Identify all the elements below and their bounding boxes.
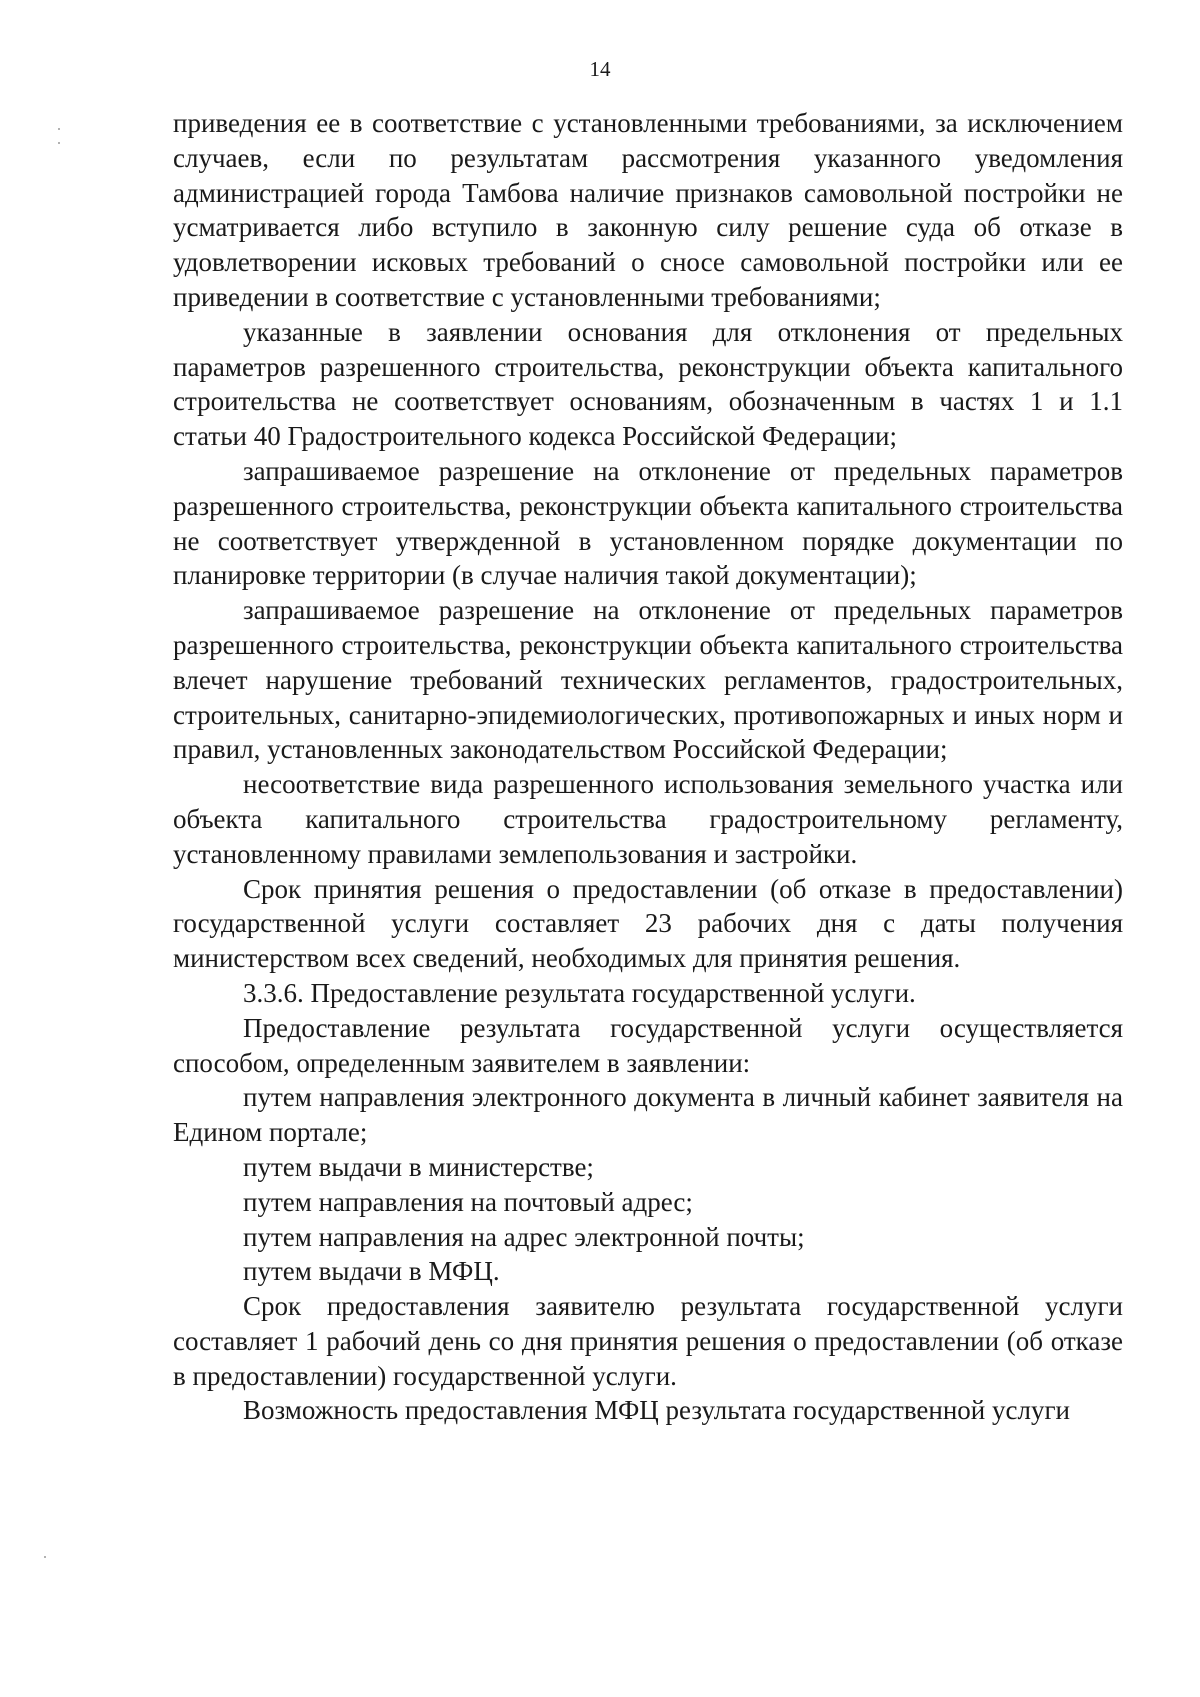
section-heading-3-3-6: 3.3.6. Предоставление результата государственной услуги. [243, 977, 916, 1008]
paragraph-regulations-violation: запрашиваемое разрешение на отклонение от предельных параметров разрешенного строительства, реконструкции объекта капитального строительства влечет нарушение требований технических регламентов, градостроительных, строительных, санитарно-эпидемиологических, противопожарных и иных норм и правил, установленных законодательством Российской Федерации; [173, 595, 1123, 765]
paragraph-planning-documentation: запрашиваемое разрешение на отклонение от предельных параметров разрешенного строительства, реконструкции объекта капитального строительства не соответствует утвержденной в установленном порядке документации по планировке территории (в случае наличия такой документации); [173, 455, 1123, 591]
list-item-email-address: путем направления на адрес электронной почты; [243, 1221, 805, 1252]
scan-speck [44, 1556, 46, 1558]
list-item-ministry-issue: путем выдачи в министерстве; [243, 1151, 594, 1182]
paragraph-mfc-possibility: Возможность предоставления МФЦ результата государственной услуги [243, 1395, 1070, 1426]
scan-speck [58, 142, 60, 144]
paragraph-land-use-mismatch: несоответствие вида разрешенного использования земельного участка или объекта капитального строительства градостроительному регламенту, установленному правилами землепользования и застройки. [173, 769, 1123, 869]
paragraph-delivery-method: Предоставление результата государственной услуги осуществляется способом, определенным заявителем в заявлении: [173, 1012, 1123, 1078]
paragraph-decision-deadline: Срок принятия решения о предоставлении (об отказе в предоставлении) государственной услуги составляет 23 рабочих дня с даты получения министерством всех сведений, необходимых для принятия решения. [173, 873, 1123, 974]
paragraph-continuation-remedy: приведения ее в соответствие с установленными требованиями, за исключением случаев, если по результатам рассмотрения указанного уведомления администрацией города Тамбова наличие признаков самовольной постройки не усматривается либо вступило в законную силу решение суда об отказе в удовлетворении исковых требований о сносе самовольной постройки или ее приведении в соответствие с установленными требованиями; [173, 108, 1123, 312]
scan-speck [58, 128, 60, 130]
page-number: 14 [589, 57, 611, 81]
list-item-personal-account: путем направления электронного документа в личный кабинет заявителя на Едином портале; [173, 1082, 1123, 1148]
page-body [173, 106, 1123, 1428]
list-item-mfc-issue: путем выдачи в МФЦ. [243, 1256, 500, 1287]
list-item-postal-address: путем направления на почтовый адрес; [243, 1186, 693, 1217]
paragraph-grounds-mismatch: указанные в заявлении основания для отклонения от предельных параметров разрешенного строительства, реконструкции объекта капитального строительства не соответствует основаниям, обозначенным в частях 1 и 1.1 статьи 40 Градостроительного кодекса Российской Федерации; [173, 316, 1123, 452]
paragraph-result-deadline: Срок предоставления заявителю результата государственной услуги составляет 1 рабочий день со дня принятия решения о предоставлении (об отказе в предоставлении) государственной услуги. [173, 1291, 1123, 1391]
